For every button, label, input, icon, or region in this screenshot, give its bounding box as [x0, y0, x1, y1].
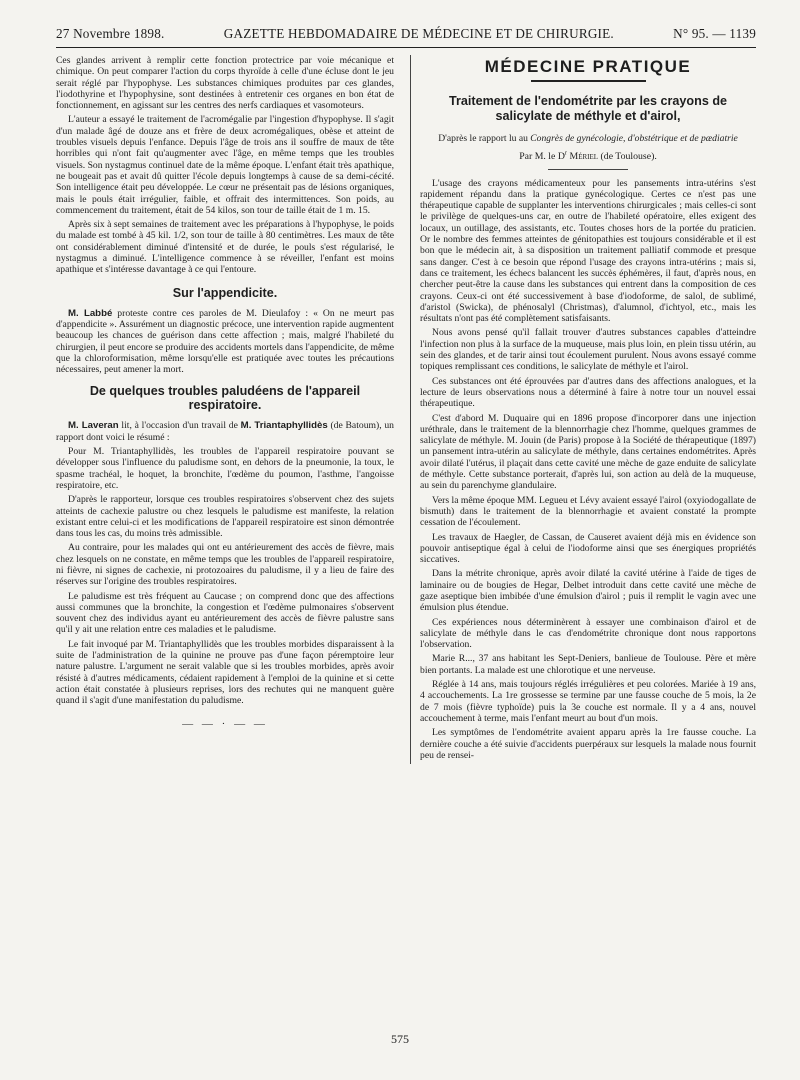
- byline: [420, 151, 756, 162]
- paragraph: L'usage des crayons médicamenteux pour les pansements intra-utérins s'est rapidement répandu dans la pratique gynécologique. Certes ce n'est pas une thérapeutique capable de supplanter les interventions chirurgicales ; mais celles-ci sont le privilège de quelques-uns car, en outre de l'habileté opératoire, elles exigent des locaux, un outillage, des assistants, etc. Toutes choses hors de la portée du praticien. Or le nombre des femmes atteintes de génitopathies est toujours considérable et il est bon que le médecin ait, à sa disposition un traitement palliatif commode et presque sans danger. C'est à ce besoin que répond l'usage des crayons intra-utérins ; mais si, dans ce traitement, les échecs balancent les succès éphémères, il faut, d'après nous, en chercher peut-être la cause dans les substances qui entrent dans la composition de ces crayons. Ceux-ci ont été successivement à base d'iodoforme, de salol, de sublimé, d'aristol (Swicka), de phénosalyl (Christmas), d'alumnol, d'ichtyol, etc., mais les résultats n'ont pas été complètement satisfaisants.: [420, 177, 756, 325]
- paragraph: Les symptômes de l'endométrite avaient apparu après la 1re fausse couche. La dernière couche a été suivie d'accidents puerpéraux sur lesquels la malade nous fournit peu de rensei-: [420, 727, 756, 761]
- header-date: 27 Novembre 1898.: [56, 26, 165, 41]
- appendicite-heading: Sur l'appendicite.: [172, 285, 278, 300]
- paragraph: Le fait invoqué par M. Triantaphyllidès que les troubles morbides disparaissent à la suite de l'administration de la quinine ne prouve pas d'une façon péremptoire leur nature palustre. L'argument ne serait valable que si les troubles morbides, après avoir résisté à d'autres médicaments, cédaient rapidement à l'emploi de la quinine et si cette action était constatée à plusieurs reprises, lors des rechutes qui ne manquent guère quand il s'agit d'une manifestation du paludisme.: [56, 638, 394, 707]
- article-subtitle: [420, 133, 756, 144]
- divider: [531, 80, 646, 82]
- paragraph: L'auteur a essayé le traitement de l'acromégalie par l'ingestion d'hypophyse. Il s'agit d'un malade âgé de douze ans et frère de deux acromégaliques, obèse et atteint de troubles visuels depuis l'enfance. Depuis l'âge de trois ans il souffre de maux de tête horribles qui n'ont fait qu'augmenter avec l'âge, en même temps que les troubles visuels. Son nystagmus continuel date de la même époque. L'enfant était très apathique, ne bougeait pas et avait dû quitter l'école depuis longtemps à cause de sa demi-cécité. Son intelligence était peu développée. Le cœur ne présentait pas de lésions organiques, mais le pouls était irrégulier, faible, et offrait des intermittences. Son poids, au commencement du traitement, était de 54 kilos, son tour de taille était de 1 m. 15.: [56, 114, 394, 216]
- paragraph: Pour M. Triantaphyllidès, les troubles de l'appareil respiratoire pouvant se développer sous l'influence du paludisme sont, en dehors de la pneumonie, la toux, le spasme trachéal, le hoquet, la bronchite, l'œdème du poumon, l'asthme, l'angoisse respiratoire, etc.: [56, 446, 394, 491]
- divider: [548, 169, 628, 170]
- paragraph-text: proteste contre ces paroles de M. Dieulafoy : « On ne meurt pas d'appendicite ». Assurément un diagnostic précoce, une intervention rapide augmentent beaucoup les chances de guérison dans cette affection ; mais, malgré l'habileté du chirurgien, il peut encore se produire des accidents mortels dans l'appendicite, de même que la chloroformisation, même lorsqu'elle est pratiquée avec toutes les précautions nécessaires, peut amener la mort.: [56, 307, 394, 376]
- paludeens-intro: [56, 420, 394, 443]
- subtitle-congress: Congrès de gynécologie, d'obstétrique et de pædiatrie: [530, 133, 738, 145]
- appendicite-paragraph: [56, 308, 394, 376]
- paragraph: Au contraire, pour les malades qui ont eu antérieurement des accès de fièvre, mais chez lesquels on ne constate, en même temps que les troubles de l'appareil respiratoire, ni fièvre, ni signes de cachexie, ni protozoaires du paludisme, il y a lieu de faire des réserves sur l'origine des troubles respiratoires.: [56, 542, 394, 588]
- byline-author: Mériel: [567, 151, 599, 163]
- paragraph: C'est d'abord M. Duquaire qui en 1896 propose d'incorporer dans une injection uréthrale, dans le traitement de la blennorrhagie chez l'homme, quelques grammes de salicylate de méthyle. M. Jouin (de Paris) propose à la Société de thérapeutique (1897) un pansement intra-utérin au salicylate de méthyle, dans certaines endométrites. Après avoir dilaté l'utérus, il plaçait dans cette cavité une mèche de gaze enduite de salicylate de méthyle. Cette substance porterait, d'après lui, son action au delà de la muqueuse, au sein du parenchyme glandulaire.: [420, 412, 756, 492]
- byline-prefix: Par M. le D: [519, 151, 565, 163]
- end-ornament: — — · — —: [182, 717, 268, 730]
- paragraph: Ces substances ont été éprouvées par d'autres dans des affections analogues, et la lecture de leurs observations nous a déterminé à faire à notre tour un nouvel essai thérapeutique.: [420, 375, 756, 410]
- right-column: [410, 55, 756, 764]
- two-column-body: [56, 55, 756, 764]
- byline-sup: r: [564, 150, 568, 158]
- paragraph-text: (de Batoum), un rapport dont voici le résumé :: [56, 420, 394, 443]
- paragraph: Ces expériences nous déterminèrent à essayer une combinaison d'airol et de salicylate de méthyle dans le cas d'endométrite chronique dont nous rapportons l'observation.: [420, 616, 756, 651]
- article-title: Traitement de l'endométrite par les crayons de salicylate de méthyle et d'airol,: [448, 94, 728, 124]
- page-number: 575: [391, 1032, 409, 1046]
- paragraph: D'après le rapporteur, lorsque ces troubles respiratoires s'observent chez des sujets atteints de cachexie palustre ou chez lesquels le paludisme est manifeste, la relation existant entre celui-ci et les modifications de l'appareil respiratoire est sinon démontrée dans tous les cas, du moins très admissible.: [56, 494, 394, 540]
- paragraph: Nous avons pensé qu'il fallait trouver d'autres substances capables d'atteindre l'infection non plus à la surface de la muqueuse, mais plus loin, en plein tissu utérin, au sein des glandes, et de tarir ainsi tout écoulement purulent. Nous avons essayé comme topiques remplissant ces conditions, le salicylate de méthyle et l'airol.: [420, 327, 756, 373]
- paludeens-heading: De quelques troubles paludéens de l'appareil respiratoire.: [89, 384, 361, 413]
- paragraph: Après six à sept semaines de traitement avec les préparations à l'hypophyse, le poids du malade est tombé à 45 kil. 1/2, son tour de taille à 80 centimètres. Les maux de tête ont considérablement diminué d'intensité et de durée, le pouls s'est régularisé, le nystagmus a diminué. L'intelligence commence à se réveiller, l'enfant est moins apathique et s'intéresse davantage à ce qui l'entoure.: [56, 219, 394, 276]
- author-name: M. Laveran: [68, 420, 119, 432]
- paragraph: Marie R..., 37 ans habitant les Sept-Deniers, banlieue de Toulouse. Père et mère bien portants. La malade est une chlorotique et une nerveuse.: [420, 653, 756, 676]
- author-name: M. Triantaphyllidès: [240, 420, 328, 432]
- section-heading: MÉDECINE PRATIQUE: [484, 57, 692, 76]
- paragraph: Ces glandes arrivent à remplir cette fonction protectrice par voie mécanique et chimique. On peut comparer l'action du corps thyroïde à celle d'une écluse dont le jeu serait réglé par l'hypophyse. Les substances chimiques produites par ces glandes, l'iodothyrine et l'hypophysine, sont destinées à entretenir ces organes en bon état de fonctionnement, en agissant sur les centres des nerfs cardiaques et vasomoteurs.: [56, 55, 394, 112]
- paragraph: Réglée à 14 ans, mais toujours réglés irrégulières et peu colorées. Mariée à 19 ans, 4 accouchements. La 1re grossesse se termine par une fausse couche de 5 mois, la 2e de 7 mois (fièvre typhoïde) puis la 3e couche est normale. Il y a 4 ans, nouvel accouchement à terme, mais l'enfant meurt au bout d'un mois.: [420, 679, 756, 724]
- paragraph: Les travaux de Haegler, de Cassan, de Causeret avaient déjà mis en évidence son pouvoir antiseptique égal à celui de l'iodoforme ainsi que ses énergiques propriétés siccatives.: [420, 531, 756, 566]
- paragraph: Dans la métrite chronique, après avoir dilaté la cavité utérine à l'aide de tiges de laminaire ou de bougies de Hegar, Delbet introduit dans cette cavité une mèche de gaze aseptique bien imbibée d'une émulsion d'airol ; puis il remplit le vagin avec une émulsion plus étendue.: [420, 568, 756, 614]
- author-name: M. Labbé: [68, 307, 113, 319]
- byline-suffix: (de Toulouse).: [598, 151, 657, 163]
- subtitle-prefix: D'après le rapport lu au: [438, 133, 531, 145]
- paragraph: Vers la même époque MM. Legueu et Lévy avaient essayé l'airol (oxyiodogallate de bismuth) dans le traitement de la blennorrhagie et avaient constaté la prompte cessation de l'écoulement.: [420, 494, 756, 529]
- paragraph-text: lit, à l'occasion d'un travail de: [118, 420, 241, 432]
- header-journal-title: GAZETTE HEBDOMADAIRE DE MÉDECINE ET DE CHIRURGIE.: [223, 26, 614, 41]
- paragraph: Le paludisme est très fréquent au Caucase ; on comprend donc que des affections aussi communes que la bronchite, la congestion et l'œdème pulmonaires s'observent souvent chez des individus ayant eu antérieurement des accès de fièvre palustre sans qu'il y ait une relation entre ces maladies et le paludisme.: [56, 590, 394, 636]
- running-header: [56, 26, 756, 48]
- header-issue: N° 95. — 1139: [673, 26, 756, 41]
- left-column: [56, 55, 394, 764]
